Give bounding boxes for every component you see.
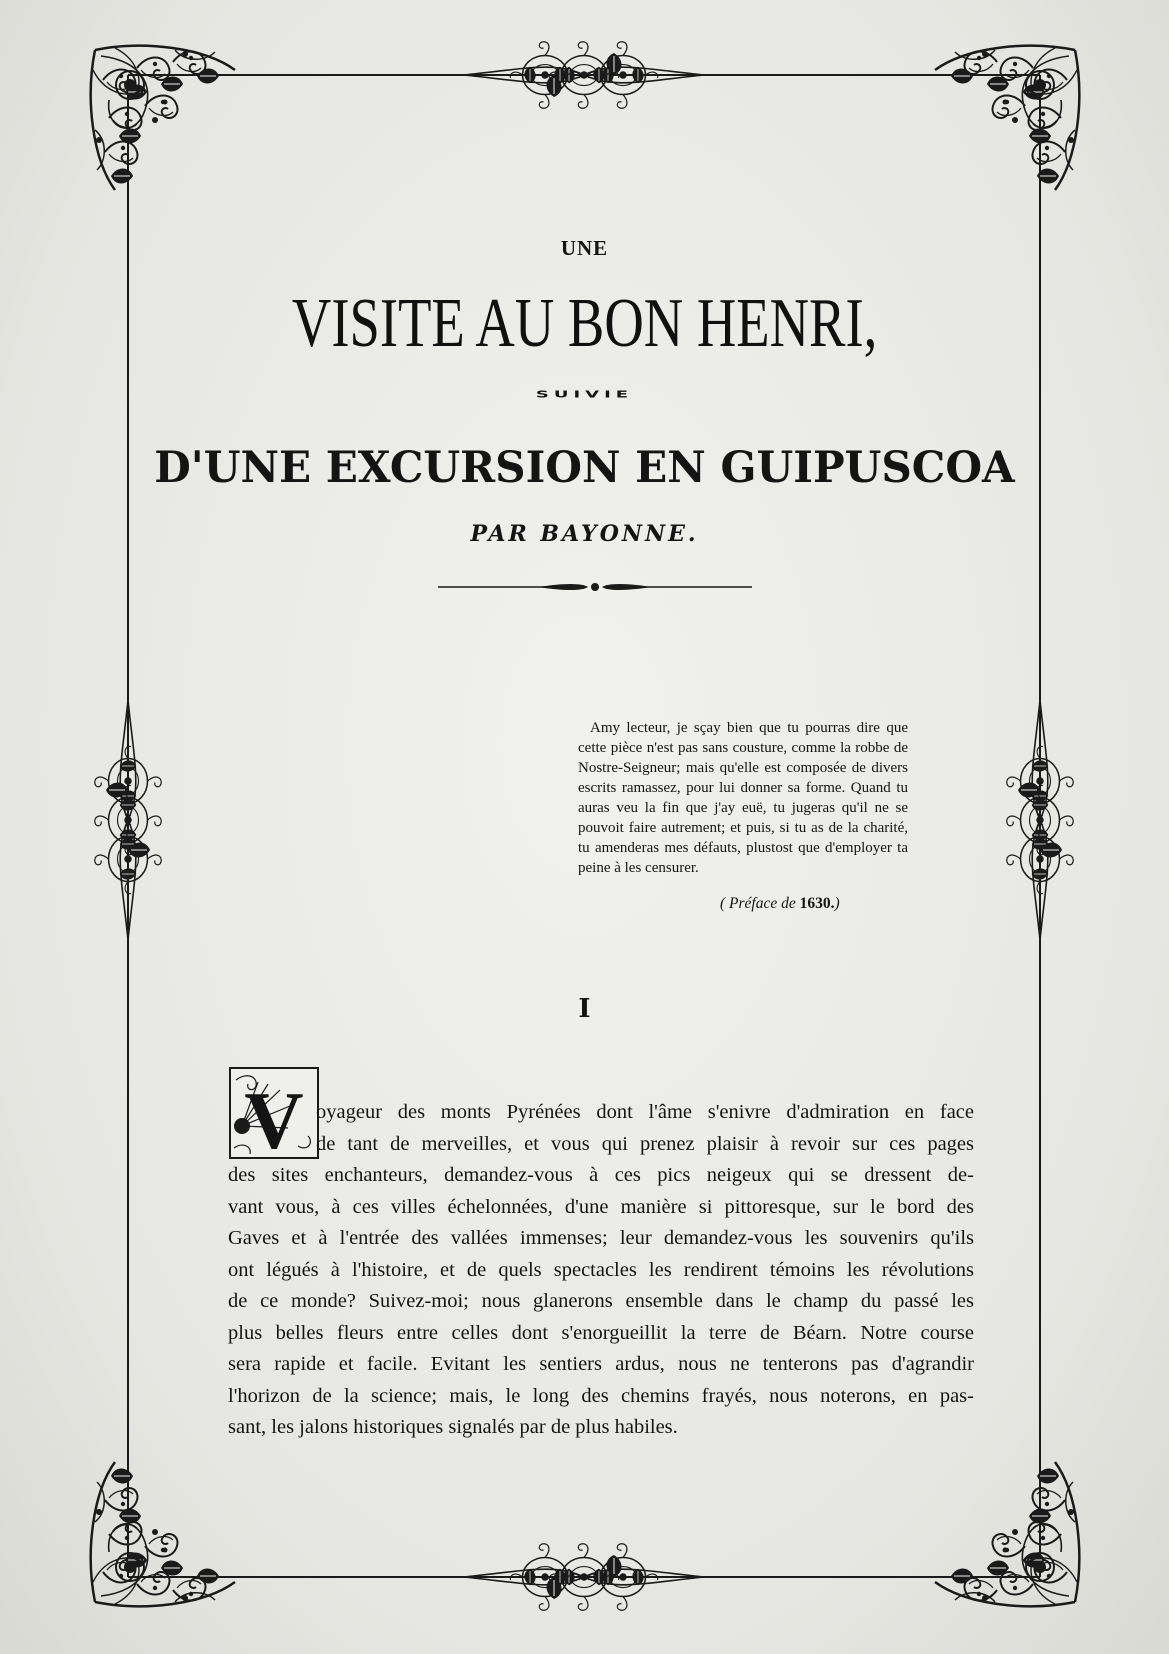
corner-ornament-top-left	[85, 40, 235, 190]
body-line-1: oyageur des monts Pyrénées dont l'âme s'enivre d'admiration en face	[316, 1101, 974, 1123]
source-close: )	[834, 895, 840, 912]
epigraph: Amy lecteur, je sçay bien que tu pourras dire que cette pièce n'est pas sans cousture, comme la robbe de Nostre-Seigneur; mais qu'elle est composée de divers escrits ramassez, pour lui donner sa forme. Quand tu auras veu la fin que j'ay euë, tu jugeras qu'il ne se pouvoit faire autrement; et puis, si tu as de la charité, tu amenderas mes défauts, plustost que d'employer ta peine à les censurer.	[578, 720, 908, 876]
body-line-10: l'horizon de la science; mais, le long des chemins frayés, nous noterons, en pas-	[228, 1384, 974, 1407]
main-title: VISITE AU BON HENRI,	[291, 285, 878, 362]
source-label: ( Préface de	[720, 895, 800, 912]
corner-ornament-bottom-right	[935, 1462, 1085, 1612]
section-number: I	[578, 994, 591, 1024]
body-line-4: vant vous, à ces villes échelonnées, d'une manière si pittoresque, sur le bord des	[228, 1195, 974, 1218]
body-line-9: sera rapide et facile. Evitant les sentiers ardus, nous ne tenterons pas d'agrandir	[228, 1353, 974, 1375]
corner-ornament-bottom-left	[85, 1462, 235, 1612]
title-divider	[438, 580, 752, 594]
body-line-5: Gaves et à l'entrée des vallées immenses; leur demandez-vous les souvenirs qu'ils	[228, 1227, 974, 1249]
dropcap-letter: V	[244, 1075, 304, 1160]
section-body	[228, 1097, 974, 1444]
body-line-6: ont légués à l'histoire, et de quels spectacles les rendirent témoins les révolutions	[228, 1258, 974, 1281]
title-suivie: SUIVIE	[535, 388, 634, 401]
source-year: 1630.	[799, 895, 835, 912]
body-line-11: sant, les jalons historiques signalés par de plus habiles.	[228, 1416, 678, 1438]
body-line-8: plus belles fleurs entre celles dont s'enorgueillit la terre de Béarn. Notre course	[228, 1321, 974, 1344]
body-line-7: de ce monde? Suivez-moi; nous glanerons ensemble dans le champ du passé les	[228, 1290, 974, 1312]
body-line-3: des sites enchanteurs, demandez-vous à ces pics neigeux qui se dressent de-	[228, 1164, 974, 1186]
subtitle-excursion: D'UNE EXCURSION EN GUIPUSCOA	[154, 443, 1015, 493]
title-une: UNE	[560, 236, 609, 260]
subtitle-par-bayonne: PAR BAYONNE.	[470, 521, 699, 547]
body-line-2: de tant de merveilles, et vous qui prenez plaisir à revoir sur ces pages	[316, 1132, 974, 1155]
epigraph-source	[720, 895, 920, 913]
corner-ornament-top-right	[935, 40, 1085, 190]
